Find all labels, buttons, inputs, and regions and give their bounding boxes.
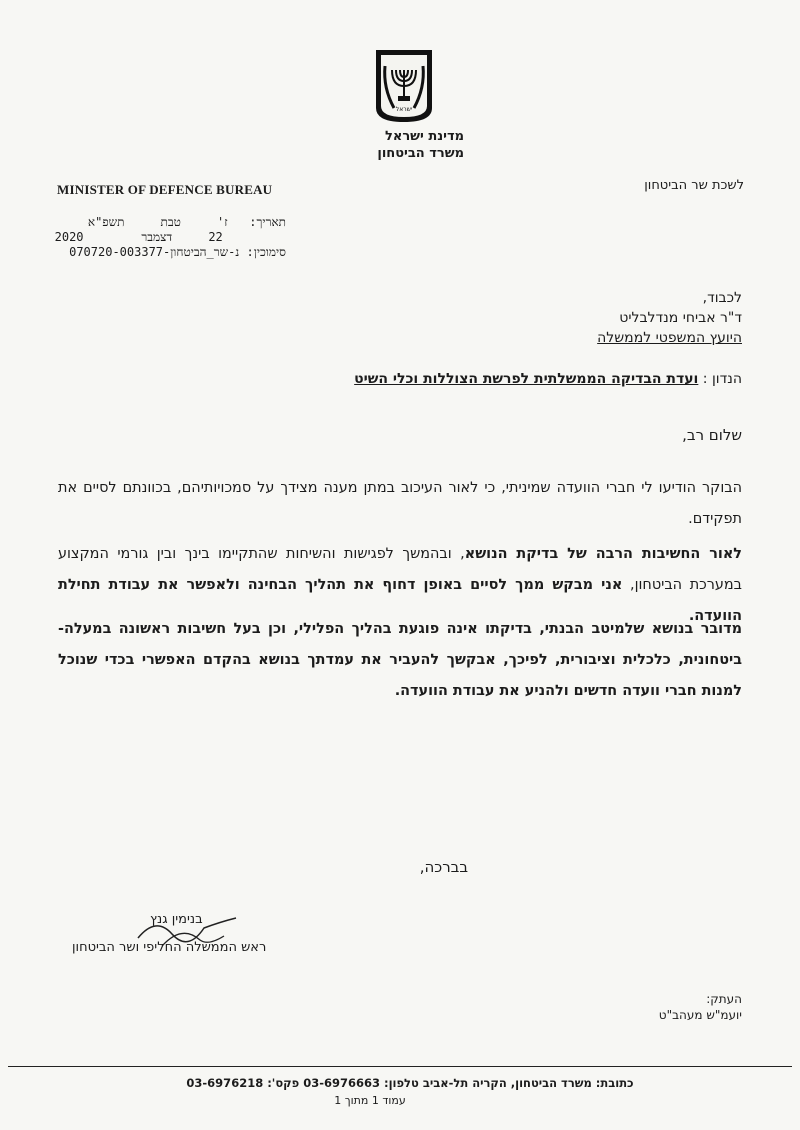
state-name: מדינת ישראל [384, 129, 464, 144]
ministry-name: משרד הביטחון [377, 146, 464, 161]
cc-label: העתק: [706, 992, 742, 1006]
gregorian-date-row [54, 230, 286, 245]
date-day: 22 [208, 230, 223, 244]
date-label: תאריך [256, 215, 286, 229]
state-ministry-header [340, 128, 464, 162]
addressee-title: היועץ המשפטי לממשלה [597, 330, 742, 346]
bureau-english: MINISTER OF DEFENCE BUREAU [57, 182, 273, 197]
subject-text: ועדת הבדיקה הממשלתית לפרשת הצוללות וכלי השיט [354, 371, 699, 387]
emblem-text: ישראל [395, 106, 413, 113]
reference-value: נ-שר_הביטחון-070720-003377 [69, 245, 240, 259]
body-paragraph-1: הבוקר הודיעו לי חברי הוועדה שמיניתי, כי לאור העיכוב במתן מענה מצידך על סמכויותיהם, בכוונתם לסיים את תפקידם. [58, 480, 742, 527]
hebrew-month: טבת [160, 215, 181, 229]
paragraph-2-middle: , ובהמשך לפגישות והשיחות שהתקיימו בינך ובין גורמי המקצוע במערכת הביטחון, [58, 546, 743, 593]
hebrew-year: תשפ"א [87, 215, 125, 229]
date-year: 2020 [54, 230, 84, 244]
paragraph-2-bold-end: אני מבקש ממך לסיים באופן דחוף את תהליך הבחינה ולאפשר את עבודת תחילת הוועדה. [58, 577, 742, 624]
closing: בברכה, [419, 858, 468, 876]
reference-row: סימוכין: נ-שר_הביטחון-070720-003377 [69, 245, 286, 259]
state-emblem [372, 48, 436, 124]
bureau-hebrew: לשכת שר הביטחון [644, 178, 744, 193]
body-paragraph-3: מדובר בנושא שלמיטב הבנתי, בדיקתו אינה פוגעת בהליך הפלילי, וכן בעל חשיבות ראשונה במעלה- ביטחונית, כלכלית וציבורית, לפיכך, אבקשך להעביר את עמדתך בנושא בהקדם האפשרי בכדי שנוכל למנות חברי וועדה חדשים ולהניע את עבודת הוועדה. [58, 621, 742, 699]
page-number: עמוד 1 מתוך 1 [334, 1094, 406, 1107]
date-block [54, 215, 286, 260]
footer-divider [8, 1066, 792, 1067]
signatory-name: בנימין גנץ [150, 912, 203, 927]
footer-address: כתובת: משרד הביטחון, הקריה תל-אביב טלפון: 03-6976663 פקס': 03-6976218 [186, 1076, 634, 1090]
greeting: שלום רב, [682, 426, 742, 444]
addressee-block [597, 288, 742, 348]
signatory-title: ראש הממשלה החליפי ושר הביטחון [72, 940, 267, 955]
subject-line [354, 371, 742, 387]
hebrew-date-row: תאריך: ז' טבת תשפ"א [87, 215, 286, 229]
date-month: דצמבר [141, 230, 173, 244]
salutation: לכבוד, [702, 290, 742, 306]
paragraph-2-bold-start: לאור החשיבות הרבה של בדיקת הנושא [464, 546, 742, 562]
addressee-name: ד"ר אביחי מנדלבליט [619, 310, 742, 326]
reference-label: סימוכין [253, 245, 286, 259]
cc-recipient: יועמ"ש מעהב"ט [658, 1008, 742, 1022]
subject-label: הנדון : [702, 371, 742, 387]
hebrew-day: ז' [217, 215, 228, 229]
